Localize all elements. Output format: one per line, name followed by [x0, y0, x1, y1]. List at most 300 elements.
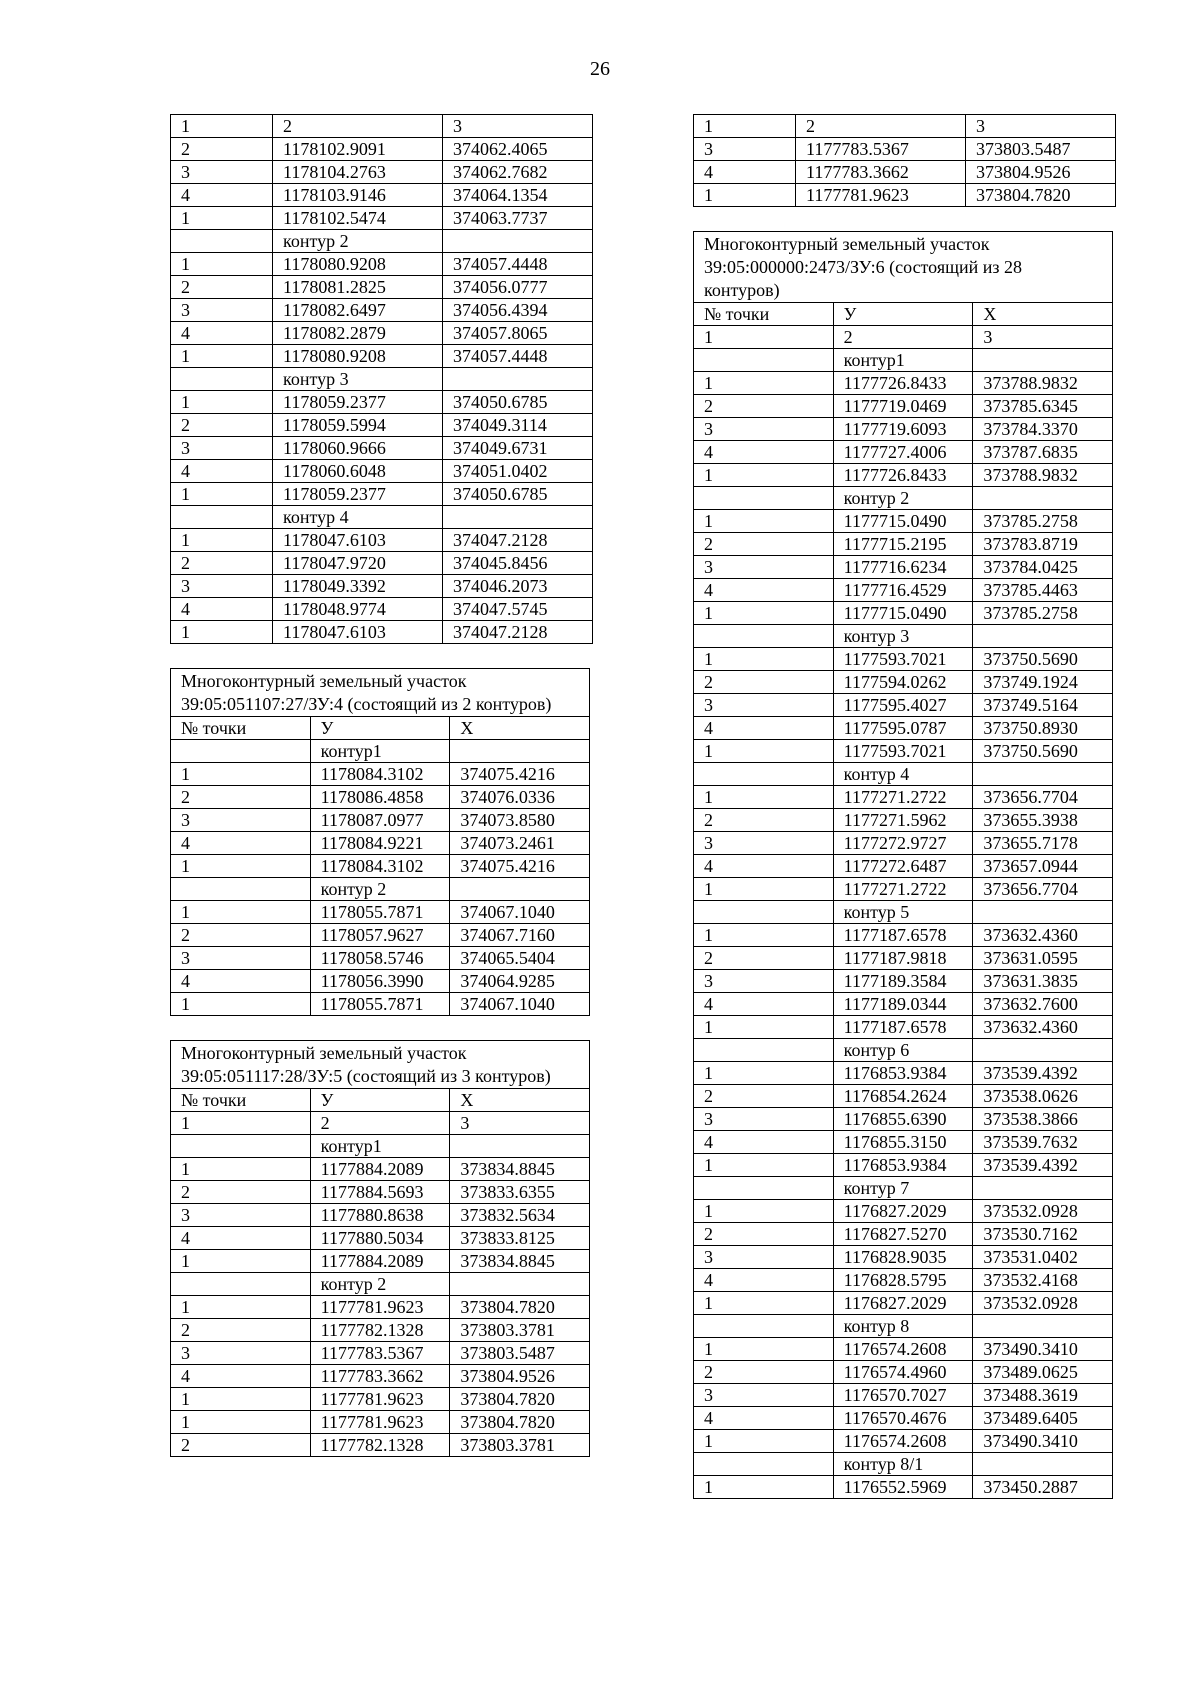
point-number-cell: 1	[171, 1112, 311, 1135]
point-number-cell: 3	[694, 970, 834, 993]
table-row	[694, 763, 1113, 786]
point-number-cell: 4	[694, 441, 834, 464]
table-row	[171, 575, 593, 598]
y-coordinate-cell: 1176828.5795	[833, 1269, 973, 1292]
point-number-cell: 4	[171, 598, 273, 621]
x-coordinate-cell	[973, 763, 1113, 786]
x-coordinate-cell	[443, 230, 593, 253]
table-row	[694, 1338, 1113, 1361]
point-number-cell: 3	[171, 161, 273, 184]
y-coordinate-cell: 1177783.3662	[796, 161, 966, 184]
x-coordinate-cell: 373631.3835	[973, 970, 1113, 993]
table-row	[171, 184, 593, 207]
point-number-cell: 3	[694, 1384, 834, 1407]
table-row	[171, 1158, 590, 1181]
point-number-cell: 1	[171, 529, 273, 552]
y-coordinate-cell: контур 2	[833, 487, 973, 510]
coordinate-block	[170, 668, 590, 1016]
x-coordinate-cell: 373787.6835	[973, 441, 1113, 464]
table-row	[694, 1430, 1113, 1453]
y-coordinate-cell: 1177187.9818	[833, 947, 973, 970]
y-coordinate-cell: контур 2	[310, 878, 450, 901]
table-row	[694, 1154, 1113, 1177]
point-number-cell: 1	[694, 464, 834, 487]
y-coordinate-cell: 1177781.9623	[310, 1296, 450, 1319]
table-row	[171, 414, 593, 437]
x-coordinate-cell: 373788.9832	[973, 464, 1113, 487]
table-row	[694, 1177, 1113, 1200]
y-coordinate-cell: 1177726.8433	[833, 464, 973, 487]
x-coordinate-cell: 373834.8845	[450, 1158, 590, 1181]
point-number-cell: 3	[694, 138, 796, 161]
x-coordinate-cell: Х	[450, 717, 590, 740]
table-row	[694, 184, 1116, 207]
table-row	[694, 464, 1113, 487]
point-number-cell: 3	[694, 1108, 834, 1131]
x-coordinate-cell: 374063.7737	[443, 207, 593, 230]
x-coordinate-cell: 373539.4392	[973, 1154, 1113, 1177]
x-coordinate-cell: 374075.4216	[450, 855, 590, 878]
table-row	[694, 694, 1113, 717]
point-number-cell: 2	[694, 395, 834, 418]
table-row	[694, 1269, 1113, 1292]
table-row	[694, 395, 1113, 418]
table-row	[171, 901, 590, 924]
y-coordinate-cell: 1178055.7871	[310, 901, 450, 924]
point-number-cell: 3	[694, 418, 834, 441]
x-coordinate-cell	[973, 349, 1113, 372]
table-row	[171, 322, 593, 345]
y-coordinate-cell: 1178102.5474	[273, 207, 443, 230]
table-row	[171, 1434, 590, 1457]
x-coordinate-cell: 373632.7600	[973, 993, 1113, 1016]
table-row	[694, 579, 1113, 602]
x-coordinate-cell: 373488.3619	[973, 1384, 1113, 1407]
y-coordinate-cell: 1178047.6103	[273, 621, 443, 644]
y-coordinate-cell: 1177271.2722	[833, 786, 973, 809]
y-coordinate-cell: 1178058.5746	[310, 947, 450, 970]
point-number-cell: 1	[171, 391, 273, 414]
table-row	[694, 993, 1113, 1016]
table-row	[694, 832, 1113, 855]
y-coordinate-cell: 1176855.6390	[833, 1108, 973, 1131]
y-coordinate-cell: 2	[833, 326, 973, 349]
x-coordinate-cell: 373804.7820	[450, 1388, 590, 1411]
point-number-cell: 1	[694, 1016, 834, 1039]
y-coordinate-cell: 1178048.9774	[273, 598, 443, 621]
page-number: 26	[590, 58, 610, 80]
y-coordinate-cell: 1177719.6093	[833, 418, 973, 441]
y-coordinate-cell: 1177782.1328	[310, 1319, 450, 1342]
point-number-cell: 2	[171, 1181, 311, 1204]
y-coordinate-cell: контур1	[833, 349, 973, 372]
y-coordinate-cell: 1177716.4529	[833, 579, 973, 602]
table-row	[171, 1273, 590, 1296]
x-coordinate-cell: 374047.2128	[443, 529, 593, 552]
table-row	[171, 506, 593, 529]
x-coordinate-cell: 374049.3114	[443, 414, 593, 437]
point-number-cell: 1	[171, 855, 311, 878]
y-coordinate-cell: 1178049.3392	[273, 575, 443, 598]
y-coordinate-cell: 1177781.9623	[310, 1388, 450, 1411]
table-row	[694, 441, 1113, 464]
x-coordinate-cell: 373531.0402	[973, 1246, 1113, 1269]
x-coordinate-cell: 374056.0777	[443, 276, 593, 299]
table-row	[171, 1135, 590, 1158]
y-coordinate-cell: 1177594.0262	[833, 671, 973, 694]
y-coordinate-cell: 1178059.2377	[273, 391, 443, 414]
point-number-cell: 1	[694, 1154, 834, 1177]
parcel-caption: Многоконтурный земельный участок 39:05:051107:27/ЗУ:4 (состоящий из 2 контуров)	[171, 669, 590, 717]
x-coordinate-cell: 3	[450, 1112, 590, 1135]
x-coordinate-cell: 374056.4394	[443, 299, 593, 322]
table-row	[694, 855, 1113, 878]
point-number-cell: 1	[171, 1388, 311, 1411]
point-number-cell: 1	[171, 345, 273, 368]
y-coordinate-cell: 1178047.6103	[273, 529, 443, 552]
y-coordinate-cell: 1177272.6487	[833, 855, 973, 878]
point-number-cell: 3	[694, 832, 834, 855]
x-coordinate-cell	[450, 1135, 590, 1158]
point-number-cell	[694, 625, 834, 648]
y-coordinate-cell: 1178103.9146	[273, 184, 443, 207]
point-number-cell	[694, 901, 834, 924]
table-row	[171, 1319, 590, 1342]
table-row	[694, 1085, 1113, 1108]
x-coordinate-cell: 373833.8125	[450, 1227, 590, 1250]
table-row	[171, 1089, 590, 1112]
y-coordinate-cell: 1176855.3150	[833, 1131, 973, 1154]
table-row	[171, 529, 593, 552]
x-coordinate-cell: 374057.8065	[443, 322, 593, 345]
table-row	[171, 161, 593, 184]
parcel-caption: Многоконтурный земельный участок 39:05:051117:28/ЗУ:5 (состоящий из 3 контуров)	[171, 1041, 590, 1089]
y-coordinate-cell: 1176827.5270	[833, 1223, 973, 1246]
left-column	[170, 114, 590, 1481]
y-coordinate-cell: контур 3	[833, 625, 973, 648]
x-coordinate-cell	[973, 1177, 1113, 1200]
right-column	[693, 114, 1113, 1523]
table-row	[171, 368, 593, 391]
point-number-cell: 3	[171, 299, 273, 322]
x-coordinate-cell: 373632.4360	[973, 1016, 1113, 1039]
table-row	[171, 1296, 590, 1319]
point-number-cell: 4	[694, 993, 834, 1016]
y-coordinate-cell: контур1	[310, 740, 450, 763]
coordinate-block	[170, 1040, 590, 1457]
y-coordinate-cell: 1178086.4858	[310, 786, 450, 809]
point-number-cell: 2	[171, 552, 273, 575]
table-row	[694, 602, 1113, 625]
table-row	[171, 993, 590, 1016]
x-coordinate-cell: 374057.4448	[443, 345, 593, 368]
table-row	[694, 740, 1113, 763]
table-row	[694, 625, 1113, 648]
table-row	[171, 855, 590, 878]
x-coordinate-cell: 373785.2758	[973, 602, 1113, 625]
x-coordinate-cell: 374076.0336	[450, 786, 590, 809]
point-number-cell: 1	[694, 740, 834, 763]
coordinate-table	[693, 114, 1116, 207]
point-number-cell: 3	[171, 809, 311, 832]
coordinate-table	[693, 231, 1113, 1499]
point-number-cell: 2	[694, 1223, 834, 1246]
y-coordinate-cell: 1178059.2377	[273, 483, 443, 506]
point-number-cell: 1	[694, 602, 834, 625]
point-number-cell: 3	[171, 1342, 311, 1365]
point-number-cell: 4	[694, 1269, 834, 1292]
x-coordinate-cell	[973, 1315, 1113, 1338]
x-coordinate-cell: 373804.7820	[450, 1296, 590, 1319]
point-number-cell: 4	[694, 1407, 834, 1430]
table-row	[694, 1246, 1113, 1269]
y-coordinate-cell: 1177715.0490	[833, 602, 973, 625]
point-number-cell: 1	[171, 901, 311, 924]
y-coordinate-cell: 1176828.9035	[833, 1246, 973, 1269]
table-caption-row	[171, 669, 590, 717]
table-row	[694, 138, 1116, 161]
y-coordinate-cell: 1177189.3584	[833, 970, 973, 993]
x-coordinate-cell: 373490.3410	[973, 1430, 1113, 1453]
coordinate-table	[170, 1040, 590, 1457]
point-number-cell: № точки	[171, 1089, 311, 1112]
y-coordinate-cell: 1176827.2029	[833, 1200, 973, 1223]
y-coordinate-cell: 1177189.0344	[833, 993, 973, 1016]
y-coordinate-cell: 1176570.4676	[833, 1407, 973, 1430]
point-number-cell: 1	[694, 510, 834, 533]
table-row	[171, 230, 593, 253]
x-coordinate-cell: Х	[973, 303, 1113, 326]
table-row	[694, 510, 1113, 533]
x-coordinate-cell: 373532.4168	[973, 1269, 1113, 1292]
point-number-cell: 2	[694, 671, 834, 694]
point-number-cell	[171, 230, 273, 253]
point-number-cell	[694, 1453, 834, 1476]
y-coordinate-cell: 1176574.4960	[833, 1361, 973, 1384]
point-number-cell	[171, 878, 311, 901]
table-row	[694, 303, 1113, 326]
point-number-cell: 1	[694, 878, 834, 901]
point-number-cell: 1	[171, 483, 273, 506]
table-row	[171, 1112, 590, 1135]
table-row	[171, 345, 593, 368]
y-coordinate-cell: 1176574.2608	[833, 1338, 973, 1361]
point-number-cell: 2	[171, 138, 273, 161]
table-row	[694, 1476, 1113, 1499]
x-coordinate-cell: 373803.5487	[450, 1342, 590, 1365]
point-number-cell	[171, 740, 311, 763]
point-number-cell: 2	[694, 533, 834, 556]
y-coordinate-cell: 1177593.7021	[833, 648, 973, 671]
table-row	[171, 947, 590, 970]
table-row	[694, 372, 1113, 395]
y-coordinate-cell: 1178084.3102	[310, 855, 450, 878]
x-coordinate-cell: 374067.1040	[450, 993, 590, 1016]
point-number-cell: 3	[171, 437, 273, 460]
table-row	[171, 391, 593, 414]
table-row	[171, 253, 593, 276]
y-coordinate-cell: 1177271.5962	[833, 809, 973, 832]
table-row	[694, 809, 1113, 832]
table-row	[694, 418, 1113, 441]
x-coordinate-cell: 373530.7162	[973, 1223, 1113, 1246]
point-number-cell: 4	[694, 1131, 834, 1154]
point-number-cell: 1	[694, 1292, 834, 1315]
x-coordinate-cell: 374062.7682	[443, 161, 593, 184]
point-number-cell: 3	[694, 694, 834, 717]
table-row	[171, 483, 593, 506]
table-row	[171, 276, 593, 299]
table-row	[171, 832, 590, 855]
table-row	[171, 460, 593, 483]
table-row	[171, 621, 593, 644]
point-number-cell: 2	[171, 276, 273, 299]
x-coordinate-cell: 373804.9526	[966, 161, 1116, 184]
table-row	[694, 1039, 1113, 1062]
x-coordinate-cell	[973, 901, 1113, 924]
point-number-cell: 1	[171, 1250, 311, 1273]
point-number-cell: 2	[171, 786, 311, 809]
y-coordinate-cell: 1177595.0787	[833, 717, 973, 740]
point-number-cell: 4	[171, 970, 311, 993]
x-coordinate-cell: 373450.2887	[973, 1476, 1113, 1499]
y-coordinate-cell: 1178057.9627	[310, 924, 450, 947]
x-coordinate-cell: 373784.0425	[973, 556, 1113, 579]
x-coordinate-cell: 373803.3781	[450, 1319, 590, 1342]
table-row	[171, 1227, 590, 1250]
y-coordinate-cell: контур 4	[273, 506, 443, 529]
y-coordinate-cell: контур 5	[833, 901, 973, 924]
table-row	[694, 1361, 1113, 1384]
y-coordinate-cell: контур1	[310, 1135, 450, 1158]
table-row	[694, 161, 1116, 184]
y-coordinate-cell: 1177880.5034	[310, 1227, 450, 1250]
point-number-cell: 1	[694, 372, 834, 395]
point-number-cell: 1	[171, 1158, 311, 1181]
y-coordinate-cell: У	[833, 303, 973, 326]
point-number-cell: 1	[694, 1200, 834, 1223]
point-number-cell: 2	[694, 1361, 834, 1384]
coordinate-block	[693, 114, 1113, 207]
y-coordinate-cell: 1176552.5969	[833, 1476, 973, 1499]
x-coordinate-cell: 373750.5690	[973, 740, 1113, 763]
y-coordinate-cell: 1177783.3662	[310, 1365, 450, 1388]
point-number-cell: 2	[694, 1085, 834, 1108]
point-number-cell: 2	[694, 947, 834, 970]
table-row	[694, 1016, 1113, 1039]
point-number-cell	[694, 1177, 834, 1200]
table-row	[694, 924, 1113, 947]
x-coordinate-cell: 373489.6405	[973, 1407, 1113, 1430]
table-row	[171, 437, 593, 460]
y-coordinate-cell: 1177727.4006	[833, 441, 973, 464]
table-row	[171, 809, 590, 832]
y-coordinate-cell: У	[310, 1089, 450, 1112]
y-coordinate-cell: 2	[796, 115, 966, 138]
table-row	[694, 349, 1113, 372]
table-row	[694, 115, 1116, 138]
x-coordinate-cell: 373532.0928	[973, 1292, 1113, 1315]
table-row	[171, 717, 590, 740]
y-coordinate-cell: 1176853.9384	[833, 1062, 973, 1085]
y-coordinate-cell: контур 8	[833, 1315, 973, 1338]
point-number-cell: 3	[694, 1246, 834, 1269]
table-row	[171, 1181, 590, 1204]
y-coordinate-cell: 1177884.2089	[310, 1158, 450, 1181]
x-coordinate-cell: 374073.2461	[450, 832, 590, 855]
y-coordinate-cell: 1178087.0977	[310, 809, 450, 832]
coordinate-block	[170, 114, 590, 644]
x-coordinate-cell: 373750.5690	[973, 648, 1113, 671]
table-row	[694, 1108, 1113, 1131]
point-number-cell: 1	[171, 993, 311, 1016]
point-number-cell	[694, 763, 834, 786]
point-number-cell: 4	[694, 579, 834, 602]
parcel-caption: Многоконтурный земельный участок 39:05:000000:2473/ЗУ:6 (состоящий из 28 контуров)	[694, 232, 1113, 303]
y-coordinate-cell: 1176574.2608	[833, 1430, 973, 1453]
x-coordinate-cell: 374064.9285	[450, 970, 590, 993]
point-number-cell: 1	[171, 1296, 311, 1319]
y-coordinate-cell: 1176853.9384	[833, 1154, 973, 1177]
x-coordinate-cell: 373749.5164	[973, 694, 1113, 717]
y-coordinate-cell: 1177783.5367	[796, 138, 966, 161]
x-coordinate-cell	[450, 740, 590, 763]
x-coordinate-cell: 3	[443, 115, 593, 138]
point-number-cell	[171, 368, 273, 391]
table-row	[694, 326, 1113, 349]
point-number-cell: 1	[694, 1430, 834, 1453]
x-coordinate-cell	[973, 487, 1113, 510]
point-number-cell: 1	[171, 1411, 311, 1434]
x-coordinate-cell: 373750.8930	[973, 717, 1113, 740]
x-coordinate-cell	[450, 878, 590, 901]
y-coordinate-cell: 1177726.8433	[833, 372, 973, 395]
y-coordinate-cell: 1177272.9727	[833, 832, 973, 855]
point-number-cell: 4	[694, 717, 834, 740]
point-number-cell	[171, 506, 273, 529]
table-row	[694, 1223, 1113, 1246]
x-coordinate-cell: 374073.8580	[450, 809, 590, 832]
y-coordinate-cell: 1178055.7871	[310, 993, 450, 1016]
x-coordinate-cell: 373804.7820	[966, 184, 1116, 207]
table-row	[171, 115, 593, 138]
point-number-cell	[694, 487, 834, 510]
y-coordinate-cell: 1178081.2825	[273, 276, 443, 299]
y-coordinate-cell: 1178060.9666	[273, 437, 443, 460]
x-coordinate-cell: 3	[966, 115, 1116, 138]
table-row	[171, 598, 593, 621]
table-row	[171, 207, 593, 230]
table-row	[694, 1131, 1113, 1154]
x-coordinate-cell	[443, 506, 593, 529]
x-coordinate-cell: 373539.4392	[973, 1062, 1113, 1085]
y-coordinate-cell: 1178104.2763	[273, 161, 443, 184]
point-number-cell: 4	[171, 832, 311, 855]
y-coordinate-cell: контур 4	[833, 763, 973, 786]
table-row	[171, 138, 593, 161]
point-number-cell: 4	[171, 184, 273, 207]
y-coordinate-cell: контур 2	[310, 1273, 450, 1296]
x-coordinate-cell: 373804.7820	[450, 1411, 590, 1434]
table-row	[171, 786, 590, 809]
y-coordinate-cell: 1177271.2722	[833, 878, 973, 901]
x-coordinate-cell: 373538.0626	[973, 1085, 1113, 1108]
y-coordinate-cell: контур 7	[833, 1177, 973, 1200]
table-row	[171, 1204, 590, 1227]
y-coordinate-cell: 1177719.0469	[833, 395, 973, 418]
x-coordinate-cell: 373804.9526	[450, 1365, 590, 1388]
table-row	[694, 671, 1113, 694]
